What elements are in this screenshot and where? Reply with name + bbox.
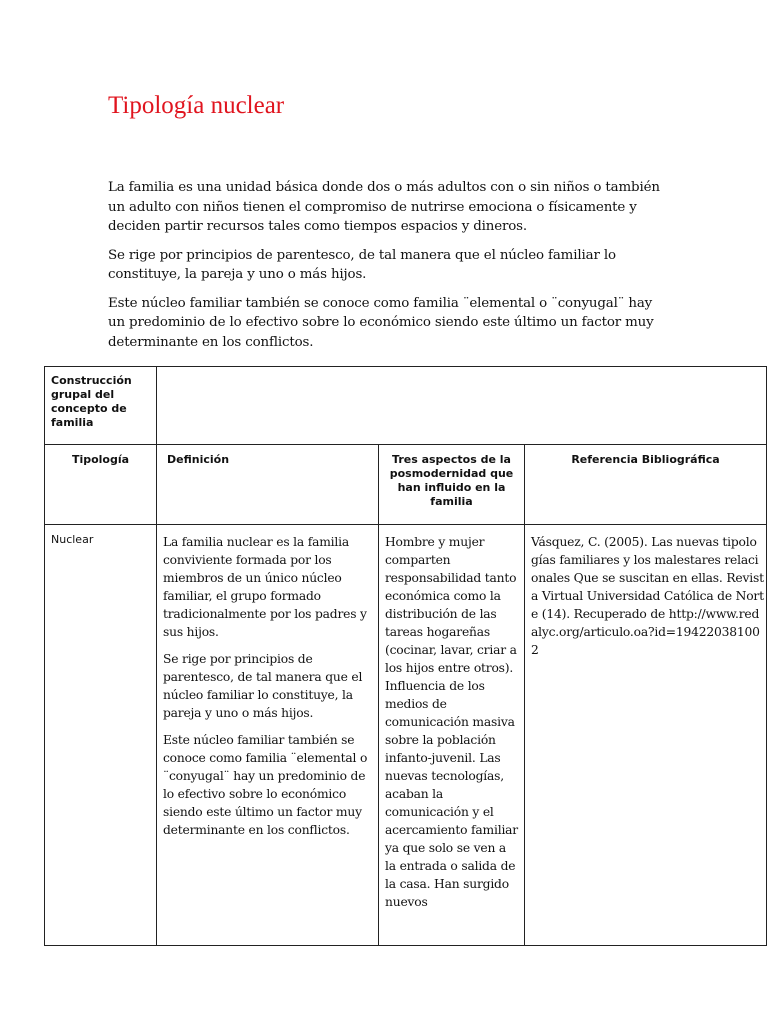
table-row (45, 525, 767, 946)
intro-paragraph: La familia es una unidad básica donde dos o más adultos con o sin niños o también un adulto con niños tienen el compromiso de nutrirse emociona o físicamente y deciden partir recursos tales como tiempos espacios y dineros. (108, 180, 660, 234)
typology-table (44, 366, 767, 946)
cell-referencia: Vásquez, C. (2005). Las nuevas tipologías familiares y los malestares relacionales Que se suscitan en ellas. Revista Virtual Universidad Católica de Norte (14). Recuperado de http://www.redalyc.org/articulo.oa?id=194220381002 (525, 525, 767, 946)
intro-paragraph: Se rige por principios de parentesco, de tal manera que el núcleo familiar lo constituye, la pareja y uno o más hijos. (108, 247, 616, 282)
table-header-row (45, 445, 767, 525)
intro-text (108, 178, 668, 361)
definicion-paragraph: Este núcleo familiar también se conoce como familia ¨elemental o ¨conyugal¨ hay un predominio de lo efectivo sobre lo económico siendo este último un factor muy determinante en los conflictos. (163, 733, 368, 837)
header-definicion: Definición (157, 445, 379, 525)
cell-definicion (157, 525, 379, 946)
header-aspectos: Tres aspectos de la posmodernidad que han influido en la familia (379, 445, 525, 525)
header-referencia: Referencia Bibliográfica (525, 445, 767, 525)
group-empty-cell (157, 367, 767, 445)
table-group-row (45, 367, 767, 445)
page-title: Tipología nuclear (108, 92, 285, 119)
cell-aspectos: Hombre y mujer comparten responsabilidad tanto económica como la distribución de las tareas hogareñas (cocinar, lavar, criar a los hijos entre otros). Influencia de los medios de comunicación masiva sobre la población infanto-juvenil. Las nuevas tecnologías, acaban la comunicación y el acercamiento familiar ya que solo se ven a la entrada o salida de la casa. Han surgido nuevos (379, 525, 525, 946)
cell-tipologia: Nuclear (45, 525, 157, 946)
definicion-paragraph: Se rige por principios de parentesco, de tal manera que el núcleo familiar lo constituye, la pareja y uno o más hijos. (163, 652, 363, 720)
group-label-cell: Construcción grupal del concepto de familia (45, 367, 157, 445)
header-tipologia: Tipología (45, 445, 157, 525)
intro-paragraph: Este núcleo familiar también se conoce como familia ¨elemental o ¨conyugal¨ hay un predominio de lo efectivo sobre lo económico siendo este último un factor muy determinante en los conflictos. (108, 295, 654, 350)
definicion-paragraph: La familia nuclear es la familia conviviente formada por los miembros de un único núcleo familiar, el grupo formado tradicionalmente por los padres y sus hijos. (163, 535, 367, 639)
